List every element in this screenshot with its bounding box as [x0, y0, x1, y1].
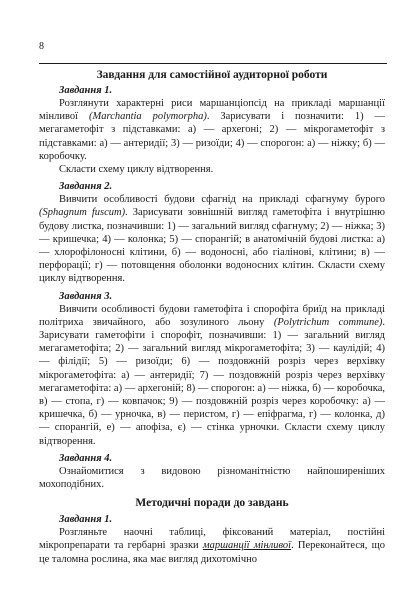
- task-3-text: Вивчити особливості будови гаметофіта і спорофіта бриїд на прикладі політриха звичайного, або зозулиного льону (Polytrichum commune). Зарисувати гаметофіти і спорофіт, позначивши: 1) — загальний вигляд мегагаметофіта; 2) — загальний вигляд мікрогаметофіта; 3) — каулідій; 4) — філідії; 5) — ризоїди; 6) — поздовжній розріз через верхівку мікрогаметофіта: а) — антеридії; 7) — поздовжній розріз через верхівку мегагаметофіта: а) — архегоній; 8) — спорогон: а) — ніжка, б) — коробочка, в) — стопа, г) — ковпачок; 9) — поздовжній розріз через коробочку: а) — кришечка, б) — урночка, в) — перистом, г) — епіфрагма, г) — колонка, д) — спорангій, е) — апофіза, є) — стінка урночки. Скласти схему циклу відтворення.: [39, 303, 385, 447]
- task-4-text: Ознайомитися з видовою різноманітністю найпоширеніших мохоподібних.: [39, 465, 385, 491]
- task-4-title: Завдання 4.: [59, 452, 113, 464]
- section-heading-methodical-advice: Методичні поради до завдань: [135, 497, 289, 510]
- task-2-title: Завдання 2.: [59, 181, 113, 193]
- task-1-title: Завдання 1.: [59, 85, 113, 96]
- header-rule: [39, 63, 387, 64]
- species-name: (Marchantia polymorpha): [89, 111, 207, 123]
- species-name: (Sphagnum fuscum): [39, 207, 126, 219]
- advice-task-1-text: Розгляньте наочні таблиці, фіксований матеріал, постійні мікропрепарати та гербарні зразки маршанції мінливої. Переконайтеся, що це таломна рослина, яка має вигляд дихотомічно: [39, 527, 385, 565]
- page-number: 8: [39, 41, 44, 52]
- task-3-title: Завдання 3.: [59, 290, 113, 302]
- species-name: маршанції мінливої: [202, 540, 292, 552]
- task-1-text: Розглянути характерні риси маршанціопсід на прикладі маршанції мінливої (Marchantia polymorpha). Зарисувати і позначити: 1) — мегагаметофіт з підставками: а) — архегоні; 2) — мікрогаметофіт з підставками: а) — антеридії; 3) — ризоїди; 4) — спорогон: а) — ніжку; б) — коробочку.: [39, 98, 385, 162]
- advice-task-1-title: Завдання 1.: [59, 514, 113, 526]
- species-name: (Polytrichum commune): [273, 316, 383, 328]
- task-2-text: Вивчити особливості будови сфагнід на прикладі сфагнуму бурого (Sphagnum fuscum). Зарисувати зовнішній вигляд гаметофіта і внутрішню будову листка, позначивши: 1) — загальний вигляд сфагнуму; 2) — ніжка; 3) — кришечка; 4) — колонка; 5) — спорангій; в анатомічній будові листка: а) — хлорофілоносні клітини, б) — водоносні, або гіалінові, клітини; в) — перфорації; г) — потовщення оболонки водоносних клітин. Скласти схему циклу відтворення.: [39, 194, 385, 285]
- section-heading-independent-work: Завдання для самостійної аудиторної роботи: [96, 69, 328, 81]
- task-1-cycle-text: Скласти схему циклу відтворення.: [59, 164, 214, 176]
- page-content: [39, 68, 385, 566]
